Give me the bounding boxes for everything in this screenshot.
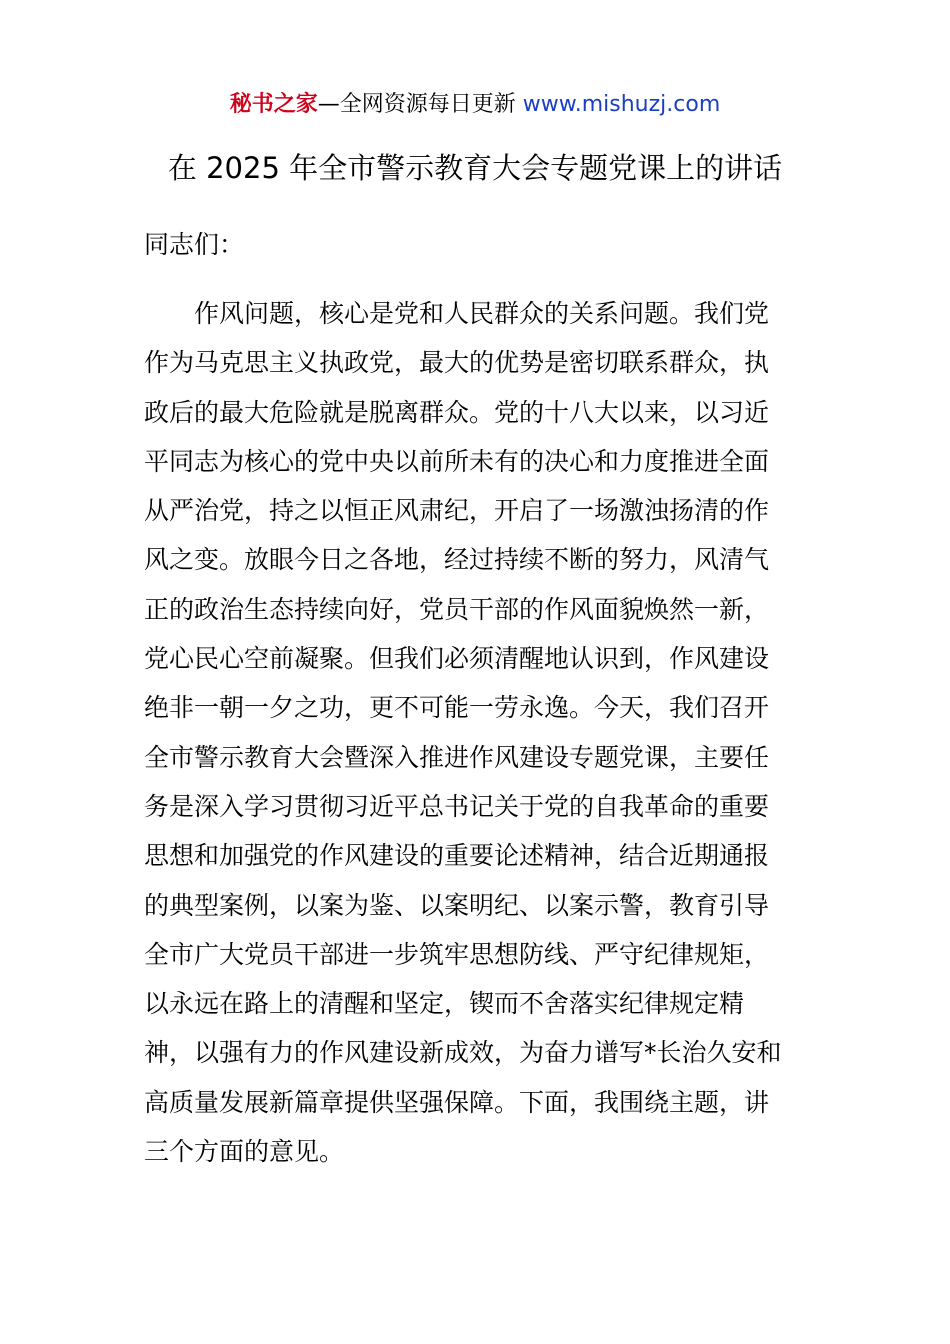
document-title: 在 2025 年全市警示教育大会专题党课上的讲话 bbox=[167, 151, 783, 185]
header-tagline: —全网资源每日更新 bbox=[317, 92, 523, 117]
paragraph-line: 思想和加强党的作风建设的重要论述精神，结合近期通报 bbox=[144, 841, 770, 871]
greeting: 同志们： bbox=[144, 230, 245, 259]
paragraph-line: 高质量发展新篇章提供坚强保障。下面，我围绕主题，讲 bbox=[144, 1087, 770, 1117]
paragraph-line: 作为马克思主义执政党，最大的优势是密切联系群众，执 bbox=[144, 348, 770, 378]
paragraph-line: 神，以强有力的作风建设新成效，为奋力谱写*长治久安和 bbox=[144, 1038, 782, 1068]
paragraph-line: 正的政治生态持续向好，党员干部的作风面貌焕然一新， bbox=[144, 594, 770, 624]
paragraph-line: 以永远在路上的清醒和坚定，锲而不舍落实纪律规定精 bbox=[144, 989, 745, 1019]
paragraph-line: 全市广大党员干部进一步筑牢思想防线、严守纪律规矩， bbox=[144, 939, 770, 969]
paragraph-line: 全市警示教育大会暨深入推进作风建设专题党课，主要任 bbox=[144, 742, 770, 772]
paragraph-line: 务是深入学习贯彻习近平总书记关于党的自我革命的重要 bbox=[144, 791, 770, 821]
site-url-link[interactable]: www.mishuzj.com bbox=[522, 92, 721, 117]
brand-name: 秘书之家 bbox=[229, 92, 318, 117]
paragraph-line: 党心民心空前凝聚。但我们必须清醒地认识到，作风建设 bbox=[144, 644, 770, 674]
paragraph-line: 作风问题，核心是党和人民群众的关系问题。我们党 bbox=[144, 299, 770, 328]
paragraph-line: 三个方面的意见。 bbox=[144, 1137, 345, 1167]
paragraph-line: 平同志为核心的党中央以前所未有的决心和力度推进全面 bbox=[144, 446, 770, 476]
site-header bbox=[0, 88, 950, 122]
paragraph-line: 政后的最大危险就是脱离群众。党的十八大以来，以习近 bbox=[144, 397, 770, 427]
paragraph-line: 的典型案例，以案为鉴、以案明纪、以案示警，教育引导 bbox=[144, 890, 770, 920]
body-paragraph bbox=[144, 294, 808, 1181]
paragraph-line: 绝非一朝一夕之功，更不可能一劳永逸。今天，我们召开 bbox=[144, 693, 770, 723]
paragraph-line: 风之变。放眼今日之各地，经过持续不断的努力，风清气 bbox=[144, 545, 770, 575]
paragraph-line: 从严治党，持之以恒正风肃纪，开启了一场激浊扬清的作 bbox=[144, 496, 770, 526]
